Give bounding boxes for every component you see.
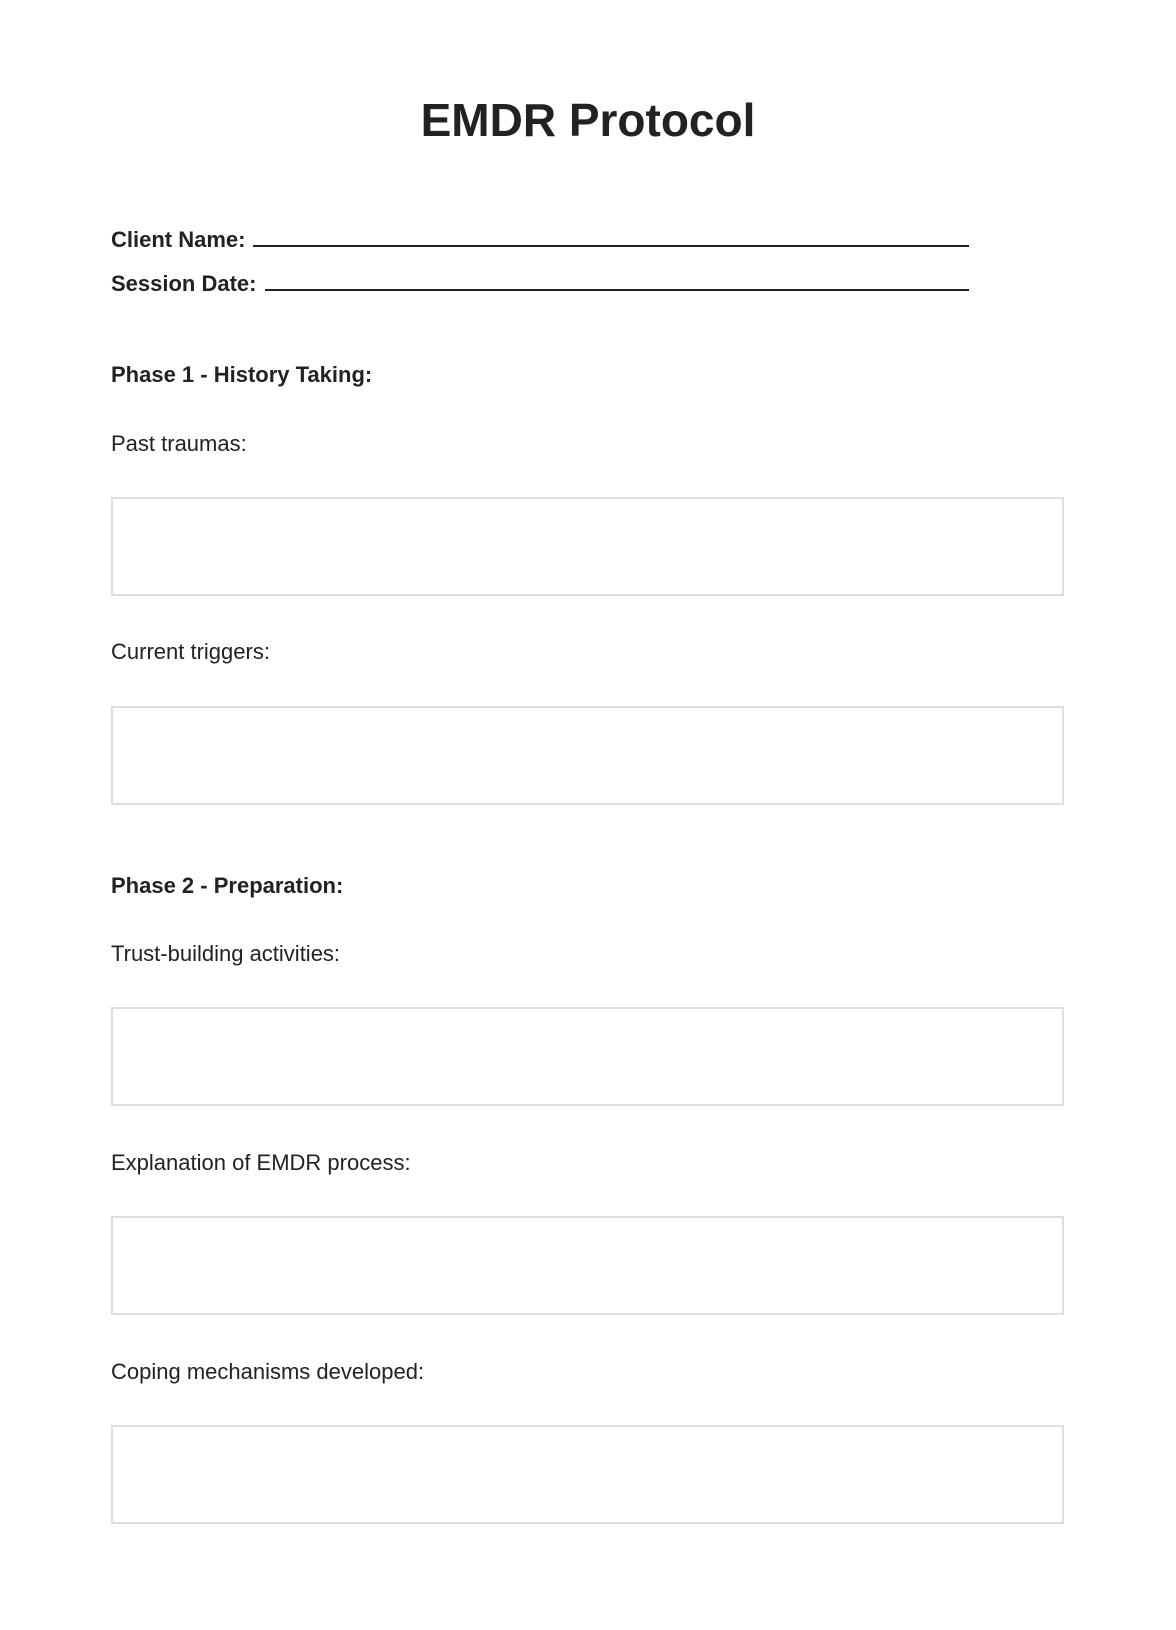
client-name-blank[interactable]: [253, 225, 969, 247]
explanation-box[interactable]: [111, 1216, 1064, 1315]
trust-building-box[interactable]: [111, 1007, 1064, 1106]
client-name-field: [111, 225, 969, 255]
past-traumas-box[interactable]: [111, 497, 1064, 596]
current-triggers-box[interactable]: [111, 706, 1064, 805]
coping-box[interactable]: [111, 1425, 1064, 1524]
phase-1-heading: Phase 1 - History Taking:: [111, 362, 373, 387]
phase-2-heading: Phase 2 - Preparation:: [111, 873, 344, 898]
client-name-label: Client Name:: [111, 227, 246, 252]
page-title: EMDR Protocol: [420, 94, 756, 146]
explanation-label: Explanation of EMDR process:: [111, 1150, 411, 1175]
session-date-label: Session Date:: [111, 271, 257, 296]
current-triggers-label: Current triggers:: [111, 639, 270, 664]
session-date-field: [111, 269, 969, 299]
trust-building-label: Trust-building activities:: [111, 941, 341, 966]
past-traumas-label: Past traumas:: [111, 431, 247, 456]
session-date-blank[interactable]: [265, 269, 969, 291]
coping-label: Coping mechanisms developed:: [111, 1359, 425, 1384]
